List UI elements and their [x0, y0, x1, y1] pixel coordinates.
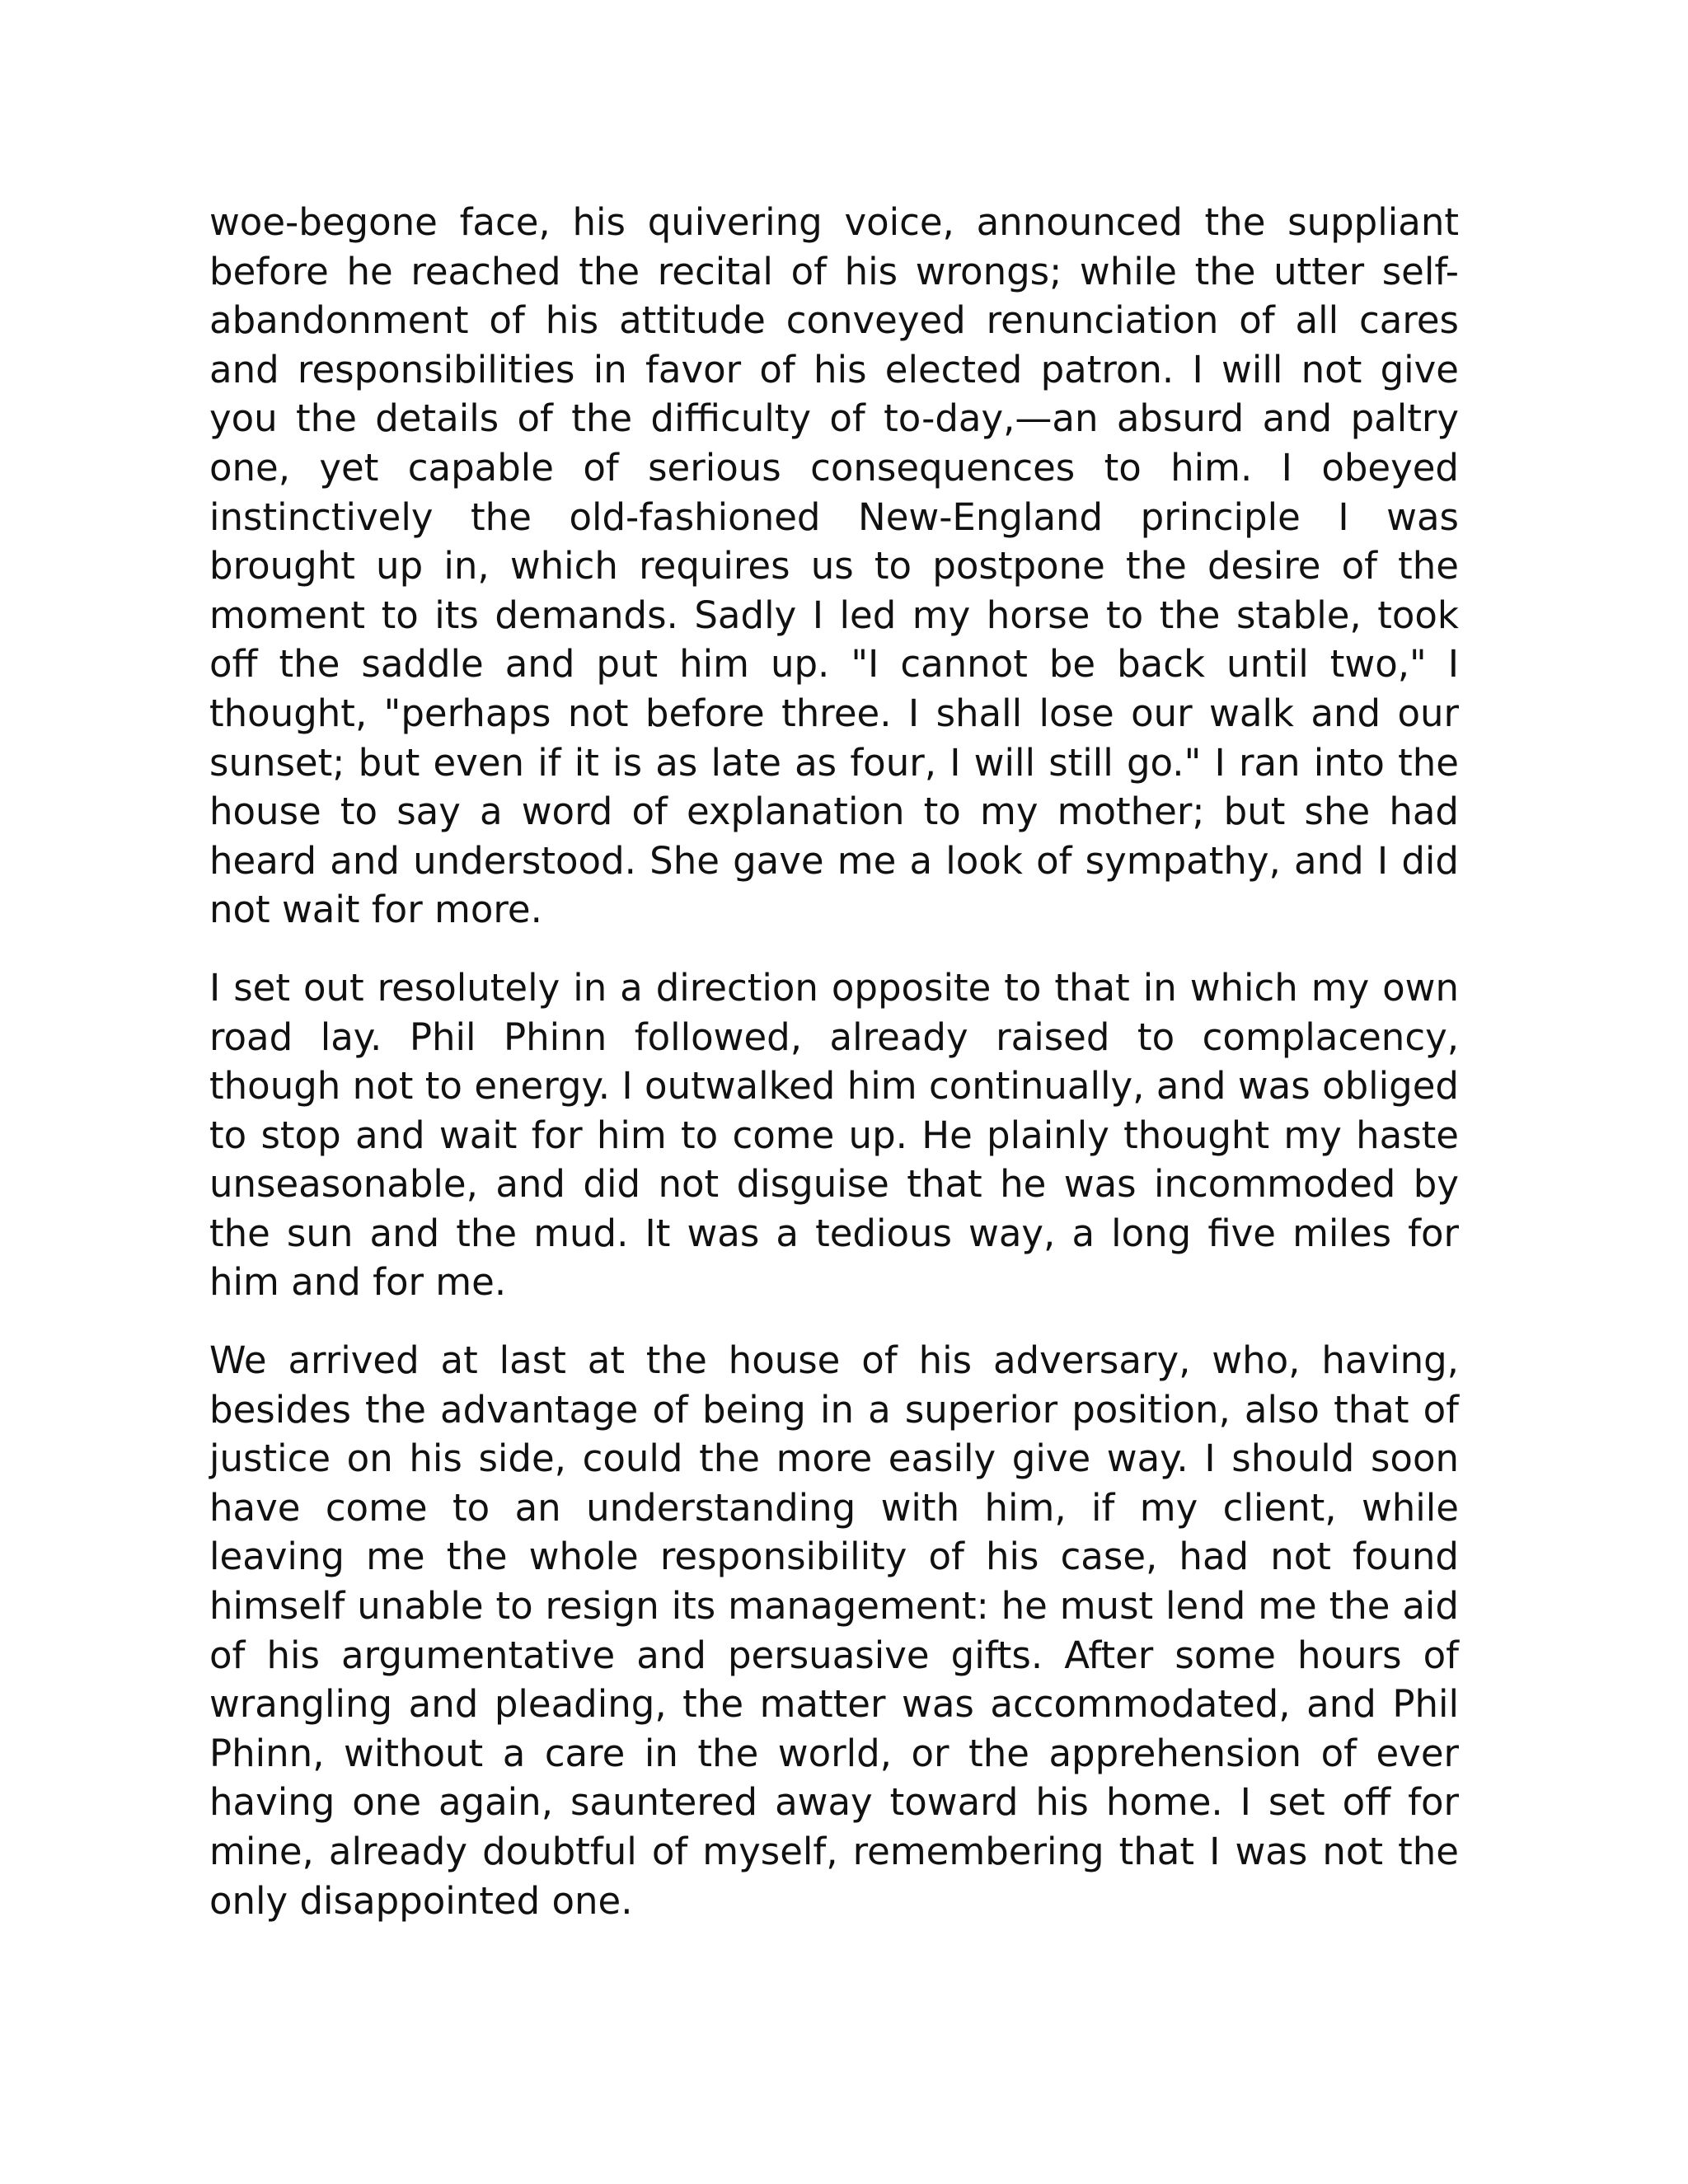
paragraph-2: I set out resolutely in a direction opposite to that in which my own road lay. Phil Phinn followed, already raised to complacency, though not to energy. I outwalked him continually, and was obliged to stop and wait for him to come up. He plainly thought my haste unseasonable, and did not disguise that he was incommoded by the sun and the mud. It was a tedious way, a long five miles for him and for me.	[209, 965, 1459, 1305]
page-body	[209, 198, 1459, 1954]
paragraph-1: woe-begone face, his quivering voice, announced the suppliant before he reached the recital of his wrongs; while the utter self-abandonment of his attitude conveyed renunciation of all cares and responsibilities in favor of his elected patron. I will not give you the details of the difficulty of to-day,—an absurd and paltry one, yet capable of serious consequences to him. I obeyed instinctively the old-fashioned New-England principle I was brought up in, which requires us to postpone the desire of the moment to its demands. Sadly I led my horse to the stable, took off the saddle and put him up. "I cannot be back until two," I thought, "perhaps not before three. I shall lose our walk and our sunset; but even if it is as late as four, I will still go." I ran into the house to say a word of explanation to my mother; but she had heard and understood. She gave me a look of sympathy, and I did not wait for more.	[209, 200, 1459, 932]
paragraph-3: We arrived at last at the house of his adversary, who, having, besides the advantage of being in a superior position, also that of justice on his side, could the more easily give way. I should soon have come to an understanding with him, if my client, while leaving me the whole responsibility of his case, had not found himself unable to resign its management: he must lend me the aid of his argumentative and persuasive gifts. After some hours of wrangling and pleading, the matter was accommodated, and Phil Phinn, without a care in the world, or the apprehension of ever having one again, sauntered away toward his home. I set off for mine, already doubtful of myself, remembering that I was not the only disappointed one.	[209, 1338, 1459, 1923]
